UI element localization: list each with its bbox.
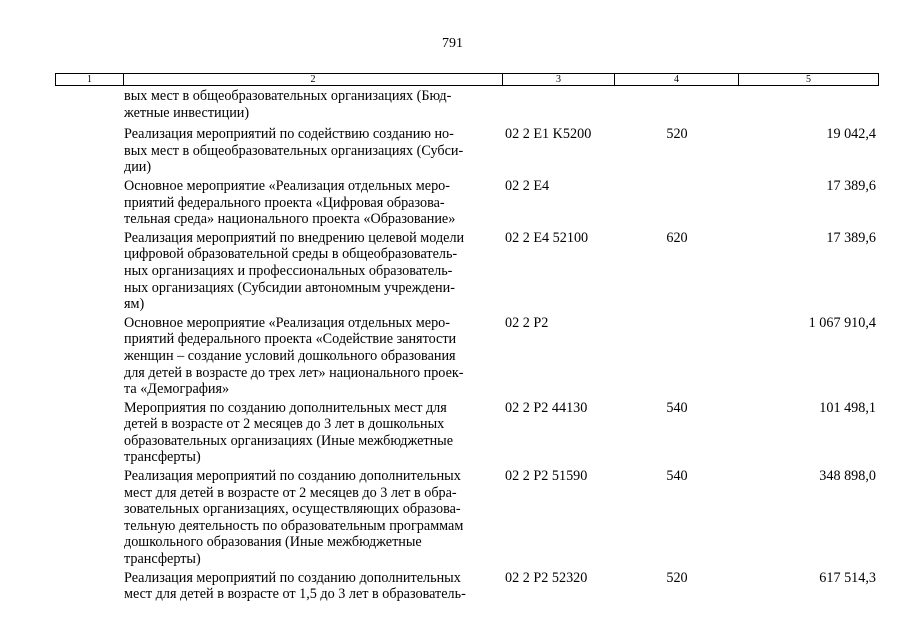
- row-description: Основное мероприятие «Реализация отдельных меро- приятий федерального проекта «Цифровая образова- тельная среда» национального проекта «Образование»: [124, 177, 456, 228]
- row-description: Реализация мероприятий по созданию дополнительных мест для детей в возрасте от 2 месяцев до 3 лет в обра- зовательных организациях, осуществляющих образова- тельную деятельность по образовательным программам дошкольного образования (Иные межбюджетные трансферты): [124, 468, 464, 568]
- page-number: 791: [442, 36, 463, 51]
- row-amount: 101 498,1: [819, 399, 876, 416]
- header-col-2: 2: [124, 74, 503, 86]
- row-target-code: 02 2 P2 52320: [505, 569, 588, 586]
- table-row: [55, 230, 878, 313]
- row-description: Реализация мероприятий по содействию созданию но- вых мест в общеобразовательных организациях (Субси- дии): [124, 126, 464, 176]
- table-row: [55, 315, 878, 398]
- header-col-3: 3: [503, 74, 615, 86]
- row-description: Реализация мероприятий по внедрению целевой модели цифровой образовательной среды в общеобразователь- ных организациях и профессиональных образователь- ных организациях (Субсидии автономным учреждени- ям): [124, 229, 465, 313]
- table-row: [55, 468, 878, 568]
- row-expense-type: 540: [666, 399, 688, 416]
- row-target-code: 02 2 E4: [505, 177, 550, 194]
- row-amount: 348 898,0: [819, 468, 876, 485]
- row-expense-type: 620: [666, 229, 688, 246]
- row-target-code: 02 2 E4 52100: [505, 229, 589, 246]
- row-amount: 17 389,6: [826, 177, 876, 194]
- table-row: [55, 570, 878, 603]
- row-target-code: 02 2 P2 51590: [505, 468, 588, 485]
- column-number-header: [55, 73, 879, 86]
- row-description: Реализация мероприятий по созданию дополнительных мест для детей в возрасте от 1,5 до 3 лет в образователь-: [124, 569, 466, 603]
- row-amount: 19 042,4: [826, 126, 876, 143]
- row-target-code: 02 2 P2 44130: [505, 399, 588, 416]
- row-expense-type: 520: [666, 569, 688, 586]
- row-expense-type: 540: [666, 468, 688, 485]
- table-row: [55, 126, 878, 176]
- row-target-code: 02 2 P2: [505, 314, 549, 331]
- budget-table-body: [55, 88, 878, 603]
- row-expense-type: 520: [666, 126, 688, 143]
- row-target-code: 02 2 E1 K5200: [505, 126, 592, 143]
- row-description: Основное мероприятие «Реализация отдельных меро- приятий федерального проекта «Содействие занятости женщин – создание условий дошкольного образования для детей в возрасте до трех лет» национального проек- та «Демография»: [124, 314, 464, 398]
- row-amount: 617 514,3: [819, 569, 876, 586]
- row-amount: 17 389,6: [826, 229, 876, 246]
- table-row: [55, 88, 878, 121]
- row-amount: 1 067 910,4: [808, 314, 876, 331]
- header-col-5: 5: [739, 74, 879, 86]
- row-description: Мероприятия по созданию дополнительных мест для детей в возрасте от 2 месяцев до 3 лет в дошкольных образовательных организациях (Иные межбюджетные трансферты): [124, 399, 453, 466]
- header-col-1: 1: [56, 74, 124, 86]
- table-row: [55, 178, 878, 228]
- row-description: вых мест в общеобразовательных организациях (Бюд- жетные инвестиции): [124, 88, 452, 121]
- table-row: [55, 400, 878, 466]
- header-col-4: 4: [615, 74, 739, 86]
